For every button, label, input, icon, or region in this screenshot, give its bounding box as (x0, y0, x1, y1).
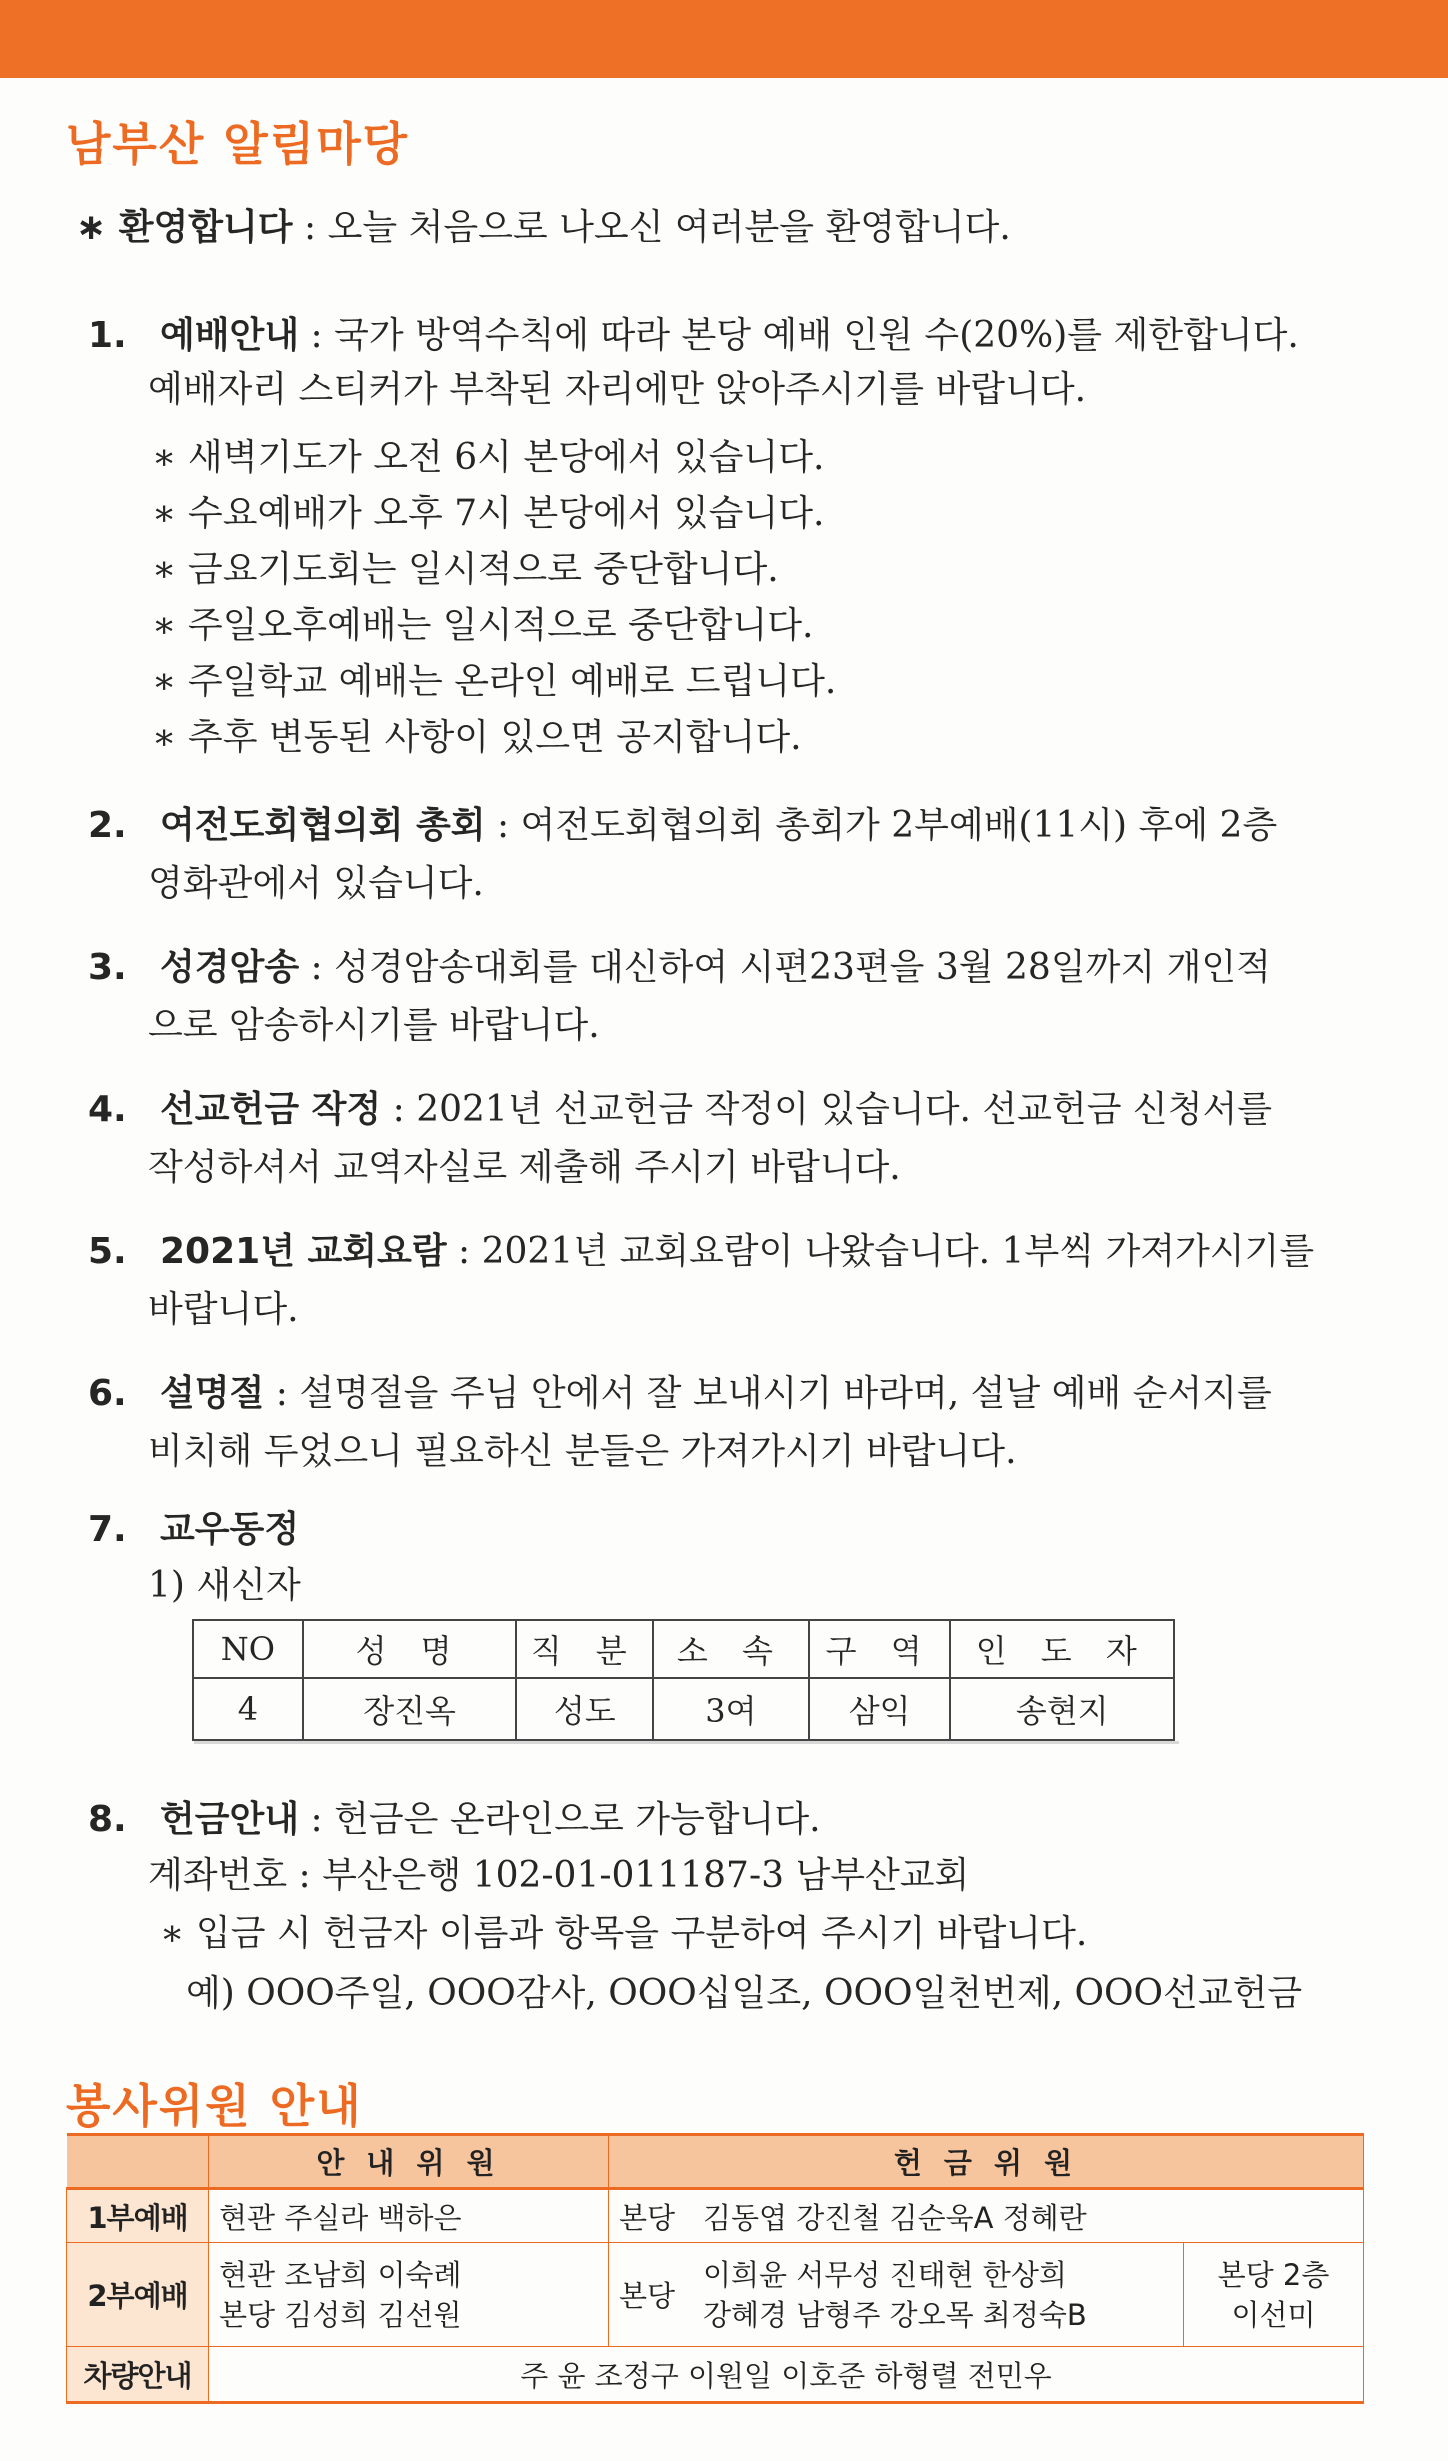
notice-text: : 헌금은 온라인으로 가능합니다. (299, 1799, 821, 1840)
notice-number: 4. (88, 1089, 127, 1130)
notice-8 (88, 1799, 821, 1840)
col-header: 인 도 자 (950, 1620, 1174, 1678)
top-banner-bar (0, 0, 1448, 78)
notice-1-bullet: ∗ 추후 변동된 사항이 있으면 공지합니다. (152, 717, 802, 758)
offering-names: 김동엽 강진철 김순욱A 정혜란 (703, 2200, 1087, 2235)
notice-1-bullet: ∗ 금요기도회는 일시적으로 중단합니다. (152, 549, 779, 590)
newcomer-table (192, 1619, 1175, 1741)
notice-5-line: 바랍니다. (148, 1289, 299, 1330)
row-label: 2부예배 (67, 2243, 209, 2347)
notice-5 (88, 1231, 1315, 1272)
notice-number: 2. (88, 805, 127, 846)
table-header-row (193, 1620, 1174, 1678)
table-shadow (194, 1741, 1179, 1744)
notice-title: 선교헌금 작정 (160, 1089, 382, 1130)
col-header-ushers: 안 내 위 원 (209, 2135, 609, 2189)
notice-1-bullet: ∗ 주일학교 예배는 온라인 예배로 드립니다. (152, 661, 837, 702)
offering-line: 이희윤 서무성 진태현 한상희 (703, 2257, 1067, 2292)
col-header: 성 명 (303, 1620, 517, 1678)
row-label: 차량안내 (67, 2347, 209, 2403)
notice-title: 여전도회협의회 총회 (160, 805, 486, 846)
notice-text: : 설명절을 주님 안에서 잘 보내시기 바라며, 설날 예배 순서지를 (264, 1373, 1272, 1414)
col-header: 구 역 (809, 1620, 951, 1678)
notice-number: 8. (88, 1799, 127, 1840)
notice-6-line: 비치해 두었으니 필요하신 분들은 가져가시기 바랍니다. (148, 1431, 1017, 1472)
extra-offering-cell (1184, 2243, 1364, 2347)
notice-7 (88, 1509, 300, 1550)
offering-place: 본당 (619, 2279, 676, 2313)
col-header: 소 속 (653, 1620, 809, 1678)
notice-title: 헌금안내 (160, 1799, 300, 1840)
notice-4 (88, 1089, 1273, 1130)
extra-name: 이선미 (1231, 2297, 1316, 2332)
table-row (67, 2243, 1364, 2347)
notice-1-bullet: ∗ 주일오후예배는 일시적으로 중단합니다. (152, 605, 814, 646)
account-number: 계좌번호 : 부산은행 102-01-011187-3 남부산교회 (148, 1855, 970, 1896)
notice-title: 교우동정 (160, 1509, 300, 1550)
notice-6 (88, 1373, 1272, 1414)
notice-8-bullet: ∗ 입금 시 헌금자 이름과 항목을 구분하여 주시기 바랍니다. (160, 1913, 1088, 1954)
notice-number: 5. (88, 1231, 127, 1272)
notice-title: 설명절 (160, 1373, 265, 1414)
extra-place: 본당 2층 (1217, 2257, 1330, 2292)
notice-3 (88, 947, 1271, 988)
volunteers-title: 봉사위원 안내 (66, 2079, 363, 2133)
notice-text: : 여전도회협의회 총회가 2부예배(11시) 후에 2층 (485, 805, 1278, 846)
notice-1-bullet: ∗ 새벽기도가 오전 6시 본당에서 있습니다. (152, 437, 825, 478)
notice-4-line: 작성하셔서 교역자실로 제출해 주시기 바랍니다. (148, 1147, 901, 1188)
volunteer-table (66, 2133, 1364, 2404)
welcome-label: ∗ 환영합니다 (76, 207, 293, 248)
notice-title: 성경암송 (160, 947, 300, 988)
page-title: 남부산 알림마당 (66, 117, 410, 171)
notice-2 (88, 805, 1278, 846)
welcome-text: : 오늘 처음으로 나오신 여러분을 환영합니다. (292, 207, 1011, 248)
offering-cell (609, 2243, 1184, 2347)
notice-text: : 국가 방역수칙에 따라 본당 예배 인원 수(20%)를 제한합니다. (299, 315, 1299, 356)
notice-number: 6. (88, 1373, 127, 1414)
newcomer-subtitle: 1) 새신자 (148, 1565, 301, 1606)
table-row (67, 2189, 1364, 2243)
table-row (67, 2347, 1364, 2403)
offering-line: 강혜경 남형주 강오목 최정숙B (703, 2297, 1087, 2332)
notice-1 (88, 315, 1299, 356)
corner-cell (67, 2135, 209, 2189)
notice-3-line: 으로 암송하시기를 바랍니다. (148, 1005, 600, 1046)
ushers-line: 현관 조남희 이숙례 (219, 2257, 462, 2292)
offering-cell (609, 2189, 1364, 2243)
col-header-offering: 헌 금 위 원 (609, 2135, 1364, 2189)
notice-number: 7. (88, 1509, 127, 1550)
ushers-cell: 현관 주실라 백하은 (209, 2189, 609, 2243)
notice-title: 2021년 교회요람 (160, 1231, 447, 1272)
table-cell: 4 (193, 1678, 303, 1740)
notice-1-line: 예배자리 스티커가 부착된 자리에만 앉아주시기를 바랍니다. (148, 369, 1087, 410)
table-cell: 장진옥 (303, 1678, 517, 1740)
notice-1-bullet: ∗ 수요예배가 오후 7시 본당에서 있습니다. (152, 493, 825, 534)
welcome-line (76, 207, 1011, 248)
table-row (193, 1678, 1174, 1740)
table-cell: 성도 (516, 1678, 653, 1740)
offering-place: 본당 (619, 2200, 676, 2235)
notice-number: 3. (88, 947, 127, 988)
notice-text: : 성경암송대회를 대신하여 시편23편을 3월 28일까지 개인적 (299, 947, 1271, 988)
table-cell: 3여 (653, 1678, 809, 1740)
table-cell: 송현지 (950, 1678, 1174, 1740)
table-cell: 삼익 (809, 1678, 951, 1740)
row-label: 1부예배 (67, 2189, 209, 2243)
col-header: NO (193, 1620, 303, 1678)
notice-text: : 2021년 교회요람이 나왔습니다. 1부씩 가져가시기를 (446, 1231, 1315, 1272)
table-header-row (67, 2135, 1364, 2189)
ushers-line: 본당 김성희 김선원 (219, 2297, 462, 2332)
driver-cell: 주 윤 조정구 이원일 이호준 하형렬 전민우 (209, 2347, 1364, 2403)
ushers-cell (209, 2243, 609, 2347)
notice-number: 1. (88, 315, 127, 356)
notice-text: : 2021년 선교헌금 작정이 있습니다. 선교헌금 신청서를 (381, 1089, 1273, 1130)
notice-2-line: 영화관에서 있습니다. (148, 863, 484, 904)
notice-title: 예배안내 (160, 315, 300, 356)
notice-8-example: 예) OOO주일, OOO감사, OOO십일조, OOO일천번제, OOO선교헌금 (186, 1973, 1303, 2014)
col-header: 직 분 (516, 1620, 653, 1678)
